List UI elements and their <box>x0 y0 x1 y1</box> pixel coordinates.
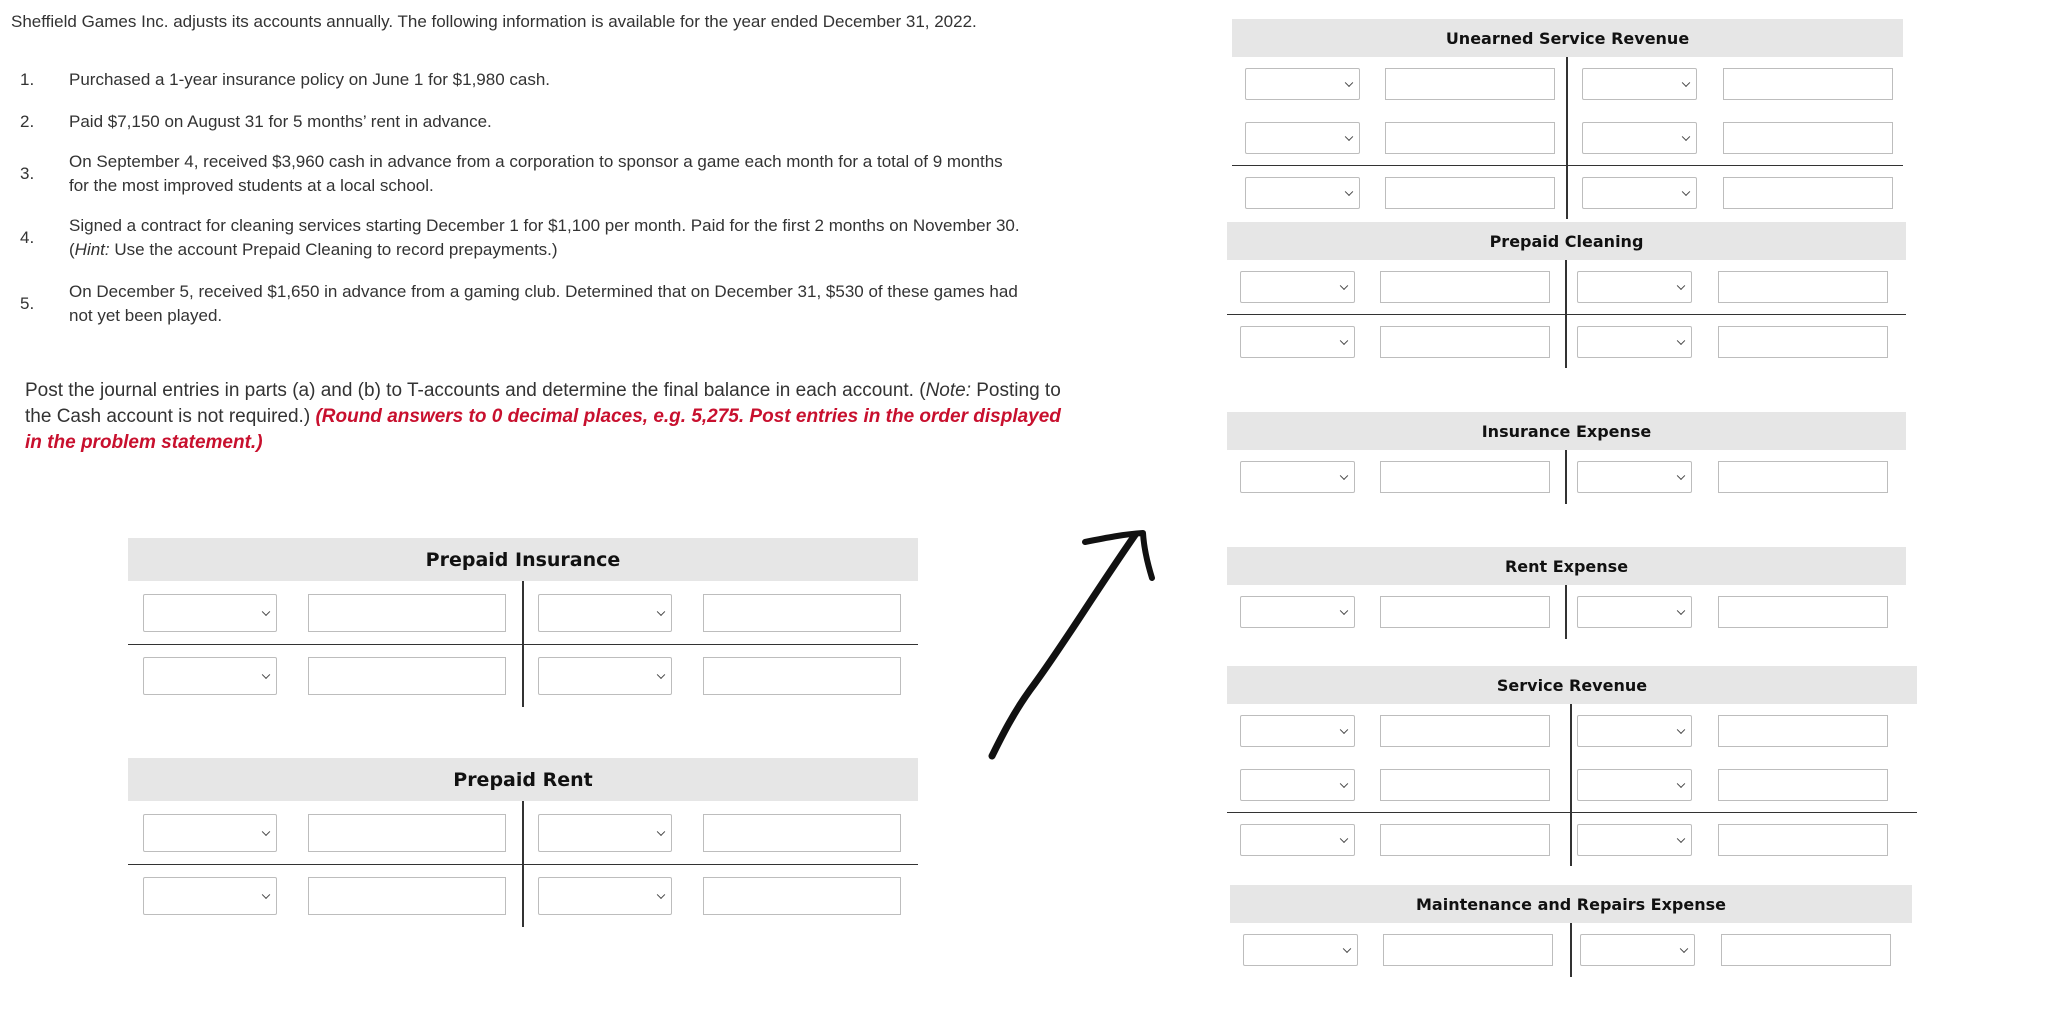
account-title: Rent Expense <box>1227 547 1906 585</box>
debit-date-select[interactable] <box>1240 596 1355 628</box>
account-title: Maintenance and Repairs Expense <box>1230 885 1912 923</box>
item-text: Purchased a 1-year insurance policy on June 1 for $1,980 cash. <box>69 70 551 89</box>
chevron-down-icon <box>1340 780 1348 788</box>
chevron-down-icon <box>657 671 665 679</box>
t-account-maintenance-repairs-expense <box>1230 885 1912 977</box>
item-number: 3. <box>20 164 35 183</box>
item-number: 5. <box>20 294 35 313</box>
chevron-down-icon <box>1343 945 1351 953</box>
balance-amount-input[interactable] <box>1385 177 1555 209</box>
debit-date-select[interactable] <box>1240 715 1355 747</box>
debit-amount-input[interactable] <box>1385 68 1555 100</box>
item-text: On December 5, received $1,650 in advance from a gaming club. Determined that on December 31, $530 of these games had not yet been played. <box>69 282 1018 325</box>
balance-amount-input-right[interactable] <box>1723 177 1893 209</box>
credit-date-select[interactable] <box>1577 461 1692 493</box>
debit-amount-input[interactable] <box>1380 271 1550 303</box>
credit-date-select[interactable] <box>538 594 672 632</box>
list-item <box>20 280 1020 328</box>
credit-date-select[interactable] <box>1577 596 1692 628</box>
credit-date-select[interactable] <box>1582 68 1697 100</box>
arrow-annotation-icon <box>980 520 1180 770</box>
item-text: Signed a contract for cleaning services starting December 1 for $1,100 per month. Paid for the first 2 months on November 30. (Hint: Use the account Prepaid Cleaning to record prepayments.) <box>69 216 1020 259</box>
t-account-service-revenue <box>1227 666 1917 866</box>
debit-amount-input[interactable] <box>1380 596 1550 628</box>
chevron-down-icon <box>1340 472 1348 480</box>
item-text: Paid $7,150 on August 31 for 5 months’ rent in advance. <box>69 112 492 131</box>
debit-date-select[interactable] <box>1240 461 1355 493</box>
credit-amount-input[interactable] <box>1723 122 1893 154</box>
chevron-down-icon <box>657 891 665 899</box>
credit-date-select[interactable] <box>538 814 672 852</box>
chevron-down-icon <box>1340 834 1348 842</box>
balance-date-select[interactable] <box>1240 326 1355 358</box>
credit-amount-input[interactable] <box>1718 715 1888 747</box>
list-item <box>20 150 1020 198</box>
chevron-down-icon <box>1677 780 1685 788</box>
credit-date-select[interactable] <box>1580 934 1695 966</box>
chevron-down-icon <box>1677 607 1685 615</box>
debit-date-select[interactable] <box>143 814 277 852</box>
chevron-down-icon <box>1682 133 1690 141</box>
balance-date-select-right[interactable] <box>1582 177 1697 209</box>
t-account-insurance-expense <box>1227 412 1906 504</box>
balance-amount-input-right[interactable] <box>703 877 901 915</box>
balance-date-select-right[interactable] <box>538 877 672 915</box>
balance-date-select-right[interactable] <box>538 657 672 695</box>
credit-date-select[interactable] <box>1577 715 1692 747</box>
list-item <box>20 66 1020 94</box>
balance-date-select[interactable] <box>143 657 277 695</box>
chevron-down-icon <box>1682 79 1690 87</box>
chevron-down-icon <box>1345 79 1353 87</box>
chevron-down-icon <box>1677 726 1685 734</box>
chevron-down-icon <box>657 827 665 835</box>
chevron-down-icon <box>1677 472 1685 480</box>
debit-date-select[interactable] <box>1245 122 1360 154</box>
t-account-unearned-service-revenue <box>1232 19 1903 219</box>
credit-amount-input[interactable] <box>703 594 901 632</box>
account-title: Unearned Service Revenue <box>1232 19 1903 57</box>
credit-amount-input[interactable] <box>1723 68 1893 100</box>
chevron-down-icon <box>1677 336 1685 344</box>
t-account-prepaid-rent <box>128 758 918 927</box>
credit-date-select[interactable] <box>1577 271 1692 303</box>
debit-amount-input[interactable] <box>1385 122 1555 154</box>
item-text: On September 4, received $3,960 cash in advance from a corporation to sponsor a game each month for a total of 9 months for the most improved students at a local school. <box>69 152 1003 195</box>
balance-date-select[interactable] <box>1245 177 1360 209</box>
debit-date-select[interactable] <box>1240 769 1355 801</box>
debit-amount-input[interactable] <box>308 814 506 852</box>
balance-amount-input[interactable] <box>1380 326 1550 358</box>
credit-amount-input[interactable] <box>1718 769 1888 801</box>
chevron-down-icon <box>1345 133 1353 141</box>
chevron-down-icon <box>1677 834 1685 842</box>
chevron-down-icon <box>1680 945 1688 953</box>
chevron-down-icon <box>1340 282 1348 290</box>
debit-date-select[interactable] <box>1243 934 1358 966</box>
debit-amount-input[interactable] <box>1380 461 1550 493</box>
balance-date-select[interactable] <box>1240 824 1355 856</box>
account-title: Service Revenue <box>1227 666 1917 704</box>
chevron-down-icon <box>1677 282 1685 290</box>
credit-amount-input[interactable] <box>1718 596 1888 628</box>
debit-amount-input[interactable] <box>1383 934 1553 966</box>
credit-amount-input[interactable] <box>1718 271 1888 303</box>
chevron-down-icon <box>262 607 270 615</box>
chevron-down-icon <box>657 607 665 615</box>
chevron-down-icon <box>1340 336 1348 344</box>
credit-date-select[interactable] <box>1582 122 1697 154</box>
chevron-down-icon <box>1340 726 1348 734</box>
chevron-down-icon <box>262 891 270 899</box>
list-item <box>20 108 1020 136</box>
balance-date-select-right[interactable] <box>1577 824 1692 856</box>
t-account-prepaid-insurance <box>128 538 918 707</box>
account-title: Prepaid Rent <box>128 758 918 801</box>
balance-amount-input[interactable] <box>308 657 506 695</box>
credit-amount-input[interactable] <box>703 814 901 852</box>
chevron-down-icon <box>1345 187 1353 195</box>
chevron-down-icon <box>262 671 270 679</box>
debit-date-select[interactable] <box>1240 271 1355 303</box>
item-number: 4. <box>20 228 35 247</box>
rounding-instruction: (Round answers to 0 decimal places, e.g. 5,275. Post entries in the order displayed in the problem statement.) <box>25 406 1061 453</box>
instructions: Post the journal entries in parts (a) and (b) to T-accounts and determine the final balance in each account. (Note: Posting to the Cash account is not required.) (Round answers to 0 decimal places, e.g. 5,275. Post entries in the order displayed in the problem statement.) <box>25 380 1061 453</box>
credit-amount-input[interactable] <box>1721 934 1891 966</box>
problem-intro: Sheffield Games Inc. adjusts its accounts annually. The following information is available for the year ended December 31, 2022. <box>11 12 977 31</box>
t-account-rent-expense <box>1227 547 1906 639</box>
balance-amount-input[interactable] <box>308 877 506 915</box>
t-account-prepaid-cleaning <box>1227 222 1906 368</box>
chevron-down-icon <box>1340 607 1348 615</box>
balance-amount-input-right[interactable] <box>1718 824 1888 856</box>
balance-date-select-right[interactable] <box>1577 326 1692 358</box>
balance-date-select[interactable] <box>143 877 277 915</box>
credit-date-select[interactable] <box>1577 769 1692 801</box>
debit-amount-input[interactable] <box>1380 715 1550 747</box>
balance-amount-input-right[interactable] <box>1718 326 1888 358</box>
item-number: 1. <box>20 70 35 89</box>
list-item <box>20 214 1020 262</box>
credit-amount-input[interactable] <box>1718 461 1888 493</box>
debit-date-select[interactable] <box>1245 68 1360 100</box>
account-title: Prepaid Insurance <box>128 538 918 581</box>
chevron-down-icon <box>1682 187 1690 195</box>
hint-label: Hint: <box>74 240 110 259</box>
debit-date-select[interactable] <box>143 594 277 632</box>
note-label: Note: <box>925 380 971 401</box>
account-title: Prepaid Cleaning <box>1227 222 1906 260</box>
chevron-down-icon <box>262 827 270 835</box>
balance-amount-input[interactable] <box>1380 824 1550 856</box>
debit-amount-input[interactable] <box>1380 769 1550 801</box>
debit-amount-input[interactable] <box>308 594 506 632</box>
transaction-list <box>20 66 1020 328</box>
account-title: Insurance Expense <box>1227 412 1906 450</box>
balance-amount-input-right[interactable] <box>703 657 901 695</box>
item-number: 2. <box>20 112 35 131</box>
